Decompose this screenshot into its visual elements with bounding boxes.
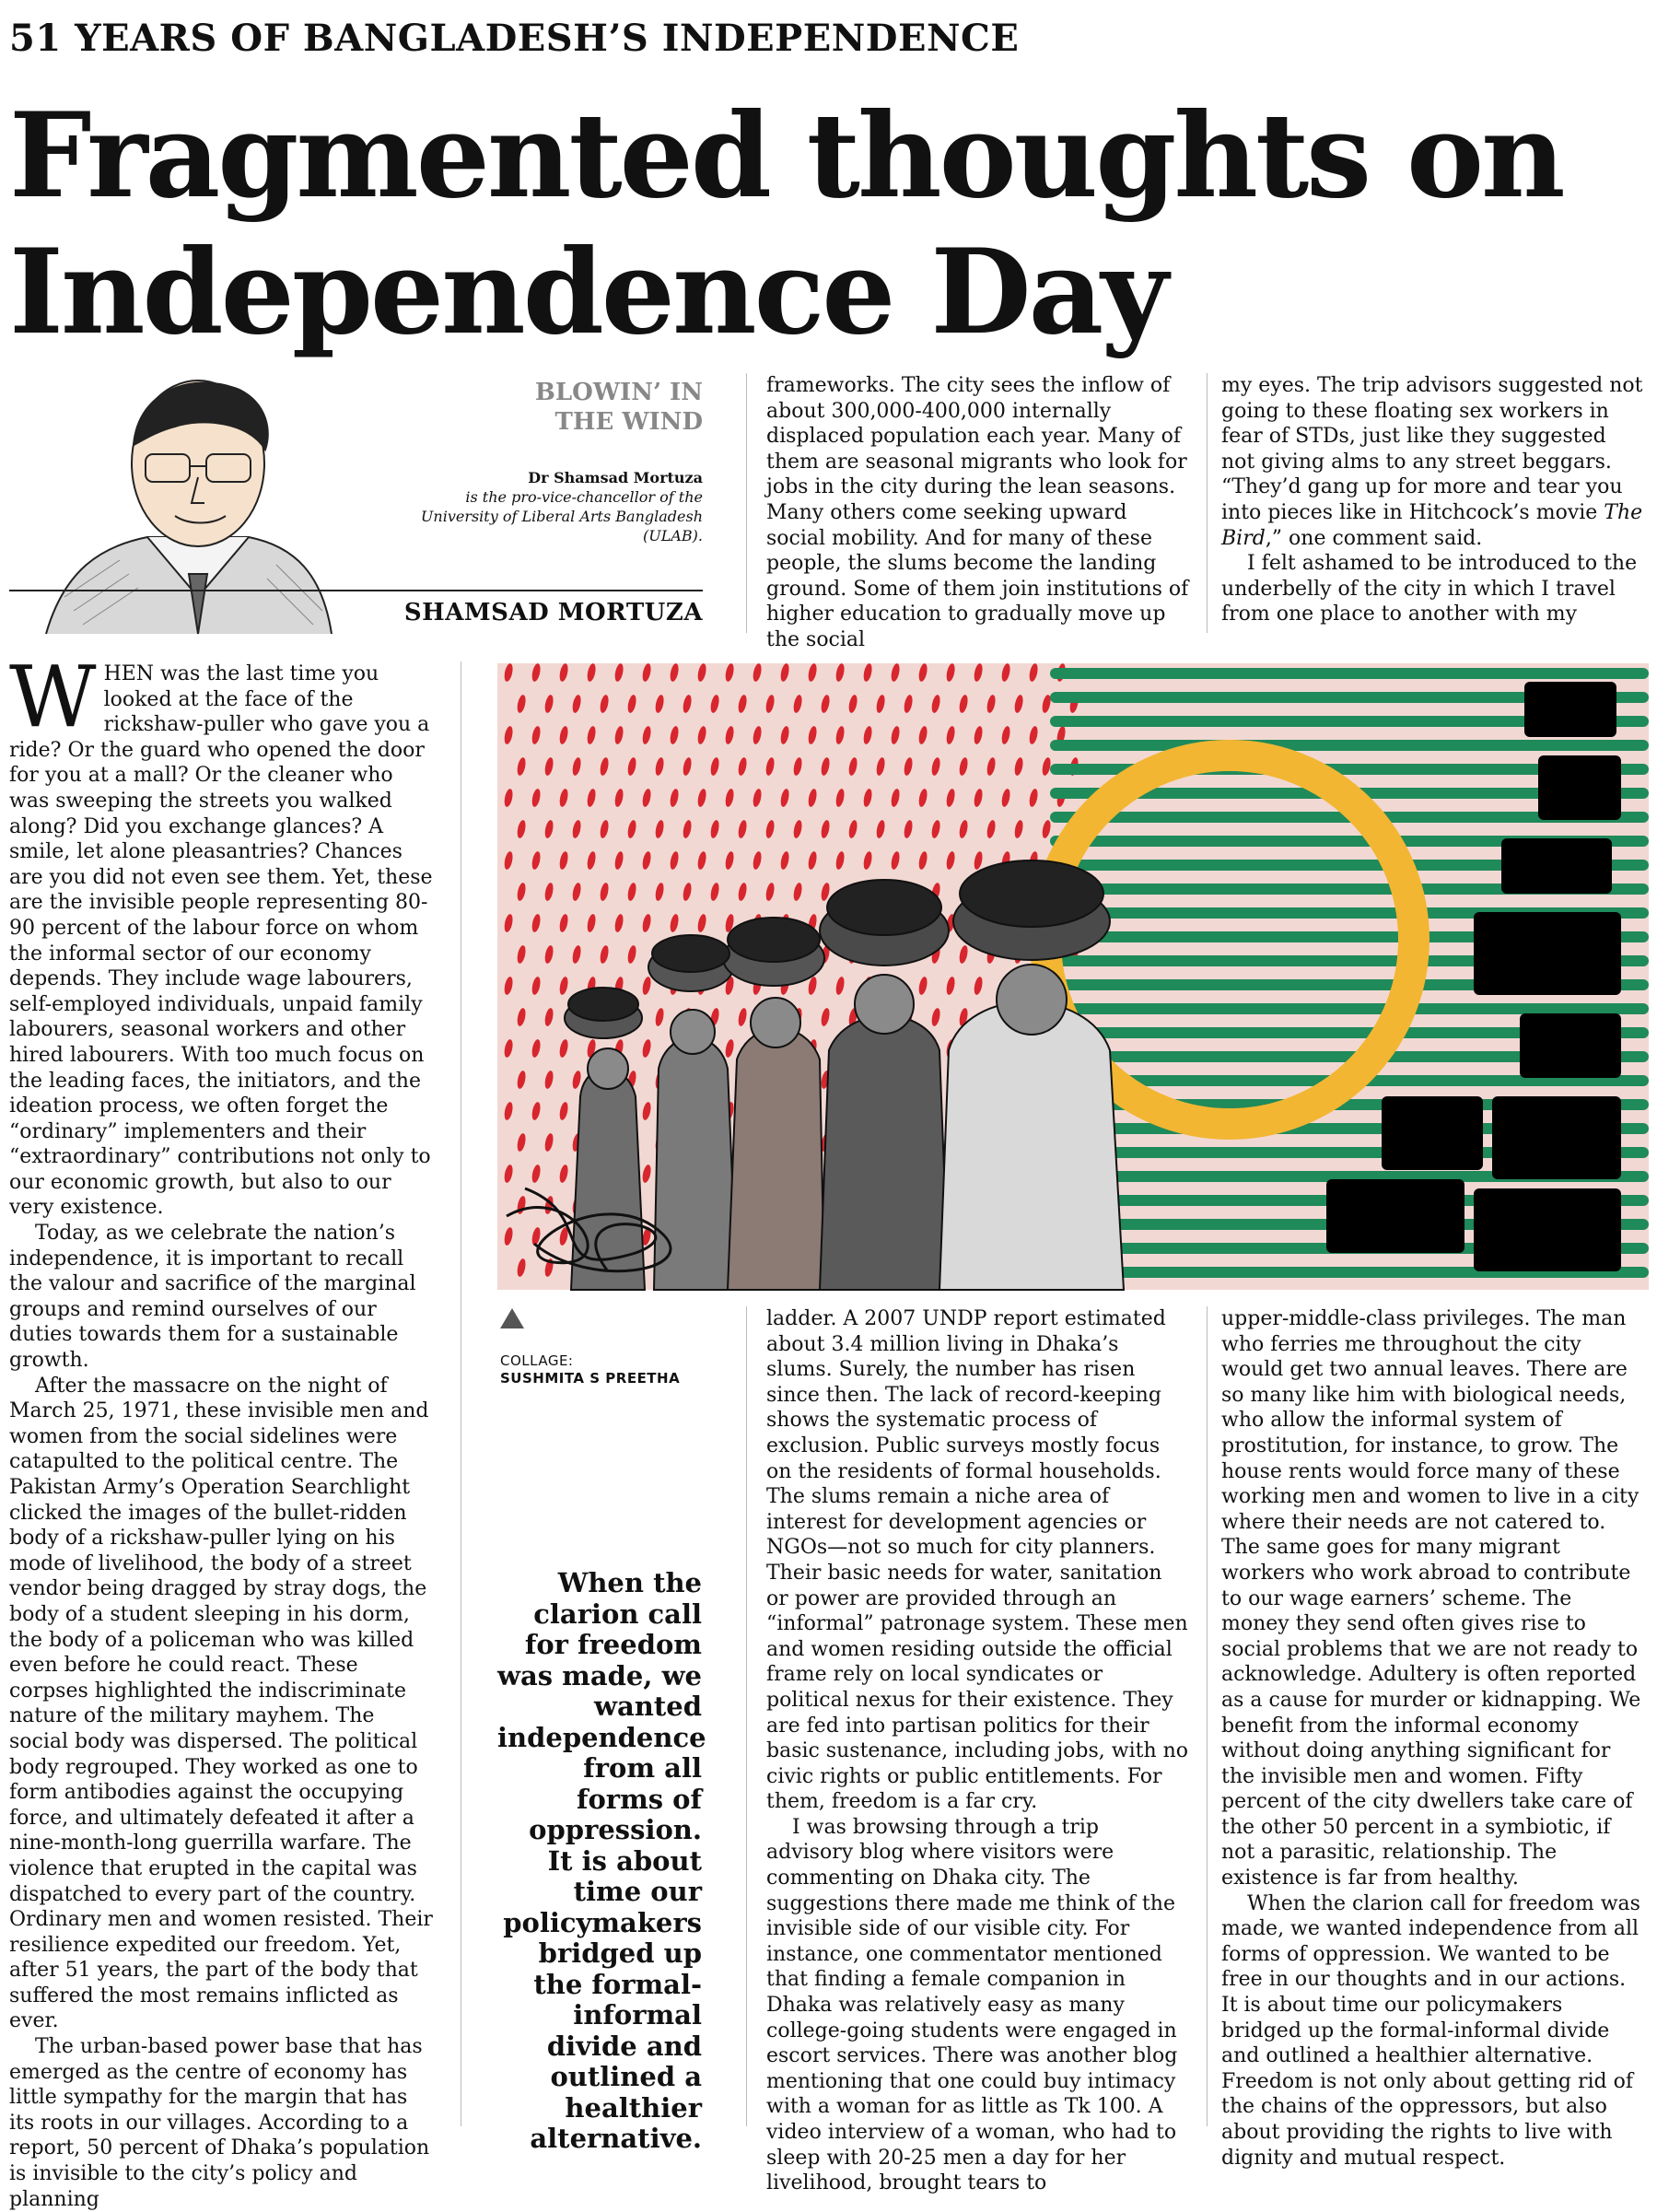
column-divider: [1207, 1306, 1208, 2126]
black-block: [1382, 1096, 1483, 1170]
collage-credit: [500, 1352, 680, 1387]
paragraph: upper-middle-class privileges. The man who ferries me throughout the city would get two annual leaves. There are so many like him with biological needs, who allow the informal system of prostitution, for instance, to grow. The house rents would force many of these working men and women to live in a city where their needs are not catered to. The same goes for many migrant workers who work abroad to contribute to our wage earners’ scheme. The money they send often gives rise to social problems that we are not ready to acknowledge. Adultery is often reported as a cause for murder or kidnapping. We benefit from the informal economy without doing anything significant for the invisible men and women. Fifty percent of the city dwellers take care of the other 50 percent in a symbiotic, if not a parasitic, relationship. The existence is far from healthy.: [1221, 1307, 1641, 1890]
green-stripe: [1050, 740, 1649, 751]
column-divider: [1207, 373, 1208, 633]
author-bio: [390, 468, 703, 545]
black-block: [1474, 1188, 1621, 1271]
text-run: my eyes. The trip advisors suggested not going to these floating sex workers in fear of STDs, just like they suggested not giving alms to any street beggars. “They’d gang up for more and tear you into pieces like in Hitchcock’s movie: [1221, 374, 1643, 524]
byline: SHAMSAD MORTUZA: [403, 599, 703, 626]
black-block: [1492, 1096, 1621, 1179]
column-divider: [746, 373, 747, 633]
paragraph: ladder. A 2007 UNDP report estimated about 3.4 million living in Dhaka’s slums. Surely, the number has risen since then. The lack of record-keeping shows the systematic process of exclusion. Public surveys mostly focus on the residents of formal households. The slums remain a niche area of interest for development agencies or NGOs—not so much for city planners. Their basic needs for water, sanitation or power are provided through an “informal” patronage system. These men and women residing outside the official frame rely on local syndicates or political nexus for their existence. They are fed into partisan politics for their basic sustenance, including jobs, with no civic rights or public entitlements. For them, freedom is a far cry.: [766, 1307, 1189, 1814]
green-stripe: [1050, 1003, 1649, 1014]
author-bio-name: Dr Shamsad Mortuza: [528, 469, 703, 486]
article-column-3: [1221, 1306, 1645, 2170]
paragraph: frameworks. The city sees the inflow of about 300,000-400,000 internally displaced population each year. Many of them are seasonal migrants who look for jobs in the city during the lean seasons. Many others come seeking upward social mobility. And for many of these people, the slums become the landing ground. Some of them join institutions of higher education to gradually move up the social: [766, 374, 1189, 651]
column-divider: [746, 1306, 747, 2126]
paragraph: The urban-based power base that has emerged as the centre of economy has little sympathy for the margin that has its roots in our villages. According to a report, 50 percent of Dhaka’s population is invisible to the city’s policy and planning: [9, 2035, 430, 2211]
byline-rule: [9, 590, 703, 591]
paragraph: I felt ashamed to be introduced to the underbelly of the city in which I travel from one place to another with my: [1221, 552, 1638, 626]
text-run: ,” one comment said.: [1265, 526, 1483, 550]
column-name-line1: BLOWIN’ IN: [534, 379, 703, 406]
article-column-2: [766, 1306, 1190, 2195]
collage-illustration: [497, 663, 1649, 1290]
collage-credit-name: SUSHMITA S PREETHA: [500, 1370, 681, 1387]
paragraph: When the clarion call for freedom was made, we wanted independence from all forms of oppression. We wanted to be free in our thoughts and in our actions. It is about time our policymakers bridged up the formal-informal divide and outlined a healthier alternative. Freedom is not only about getting rid of the chains of the oppressors, but also about providing the rights to live with dignity and mutual respect.: [1221, 1891, 1640, 2170]
black-block: [1524, 682, 1616, 737]
paragraph: [9, 648, 435, 1221]
paragraph: [1221, 373, 1645, 551]
black-block: [1538, 755, 1621, 820]
headline: Fragmented thoughts on Independence Day: [9, 88, 1563, 360]
black-block: [1326, 1179, 1464, 1253]
author-bio-description: is the pro-vice-chancellor of the University of Liberal Arts Bangladesh (ULAB).: [420, 488, 703, 544]
pull-quote: When the clarion call for freedom was made, we wanted independence from all forms of oppression. It is about time our policymakers bridged up the formal-informal divide and outlined a healthier alternative.: [497, 1567, 706, 2154]
article-column-2-top: [766, 373, 1190, 651]
black-block: [1474, 912, 1621, 995]
caption-triangle-icon: [500, 1308, 524, 1328]
black-block: [1501, 838, 1612, 894]
drop-cap: W: [9, 648, 97, 746]
film-title: The Bird: [1221, 500, 1643, 550]
black-block: [1520, 1013, 1621, 1078]
paragraph: Today, as we celebrate the nation’s independence, it is important to recall the valour and sacrifice of the marginal groups and remind ourselves of our duties towards them for a sustainable growth.: [9, 1222, 416, 1373]
article-column-3-top: [1221, 373, 1645, 633]
column-name-line2: THE WIND: [554, 408, 703, 436]
green-stripe: [1050, 668, 1649, 679]
collage-credit-label: COLLAGE:: [500, 1352, 574, 1369]
paragraph: After the massacre on the night of March 25, 1971, these invisible men and women from the social sidelines were catapulted to the political centre. The Pakistan Army’s Operation Searchlight clicked the images of the bullet-ridden body of a rickshaw-puller lying on his mode of livelihood, the body of a street vendor being dragged by stray dogs, the body of a student sleeping in his dorm, the body of a policeman who was killed even before he could react. These corpses highlighted the indiscriminate nature of the military mayhem. The social body was dispersed. The political body regrouped. They worked as one to form antibodies against the occupying force, and ultimately defeated it after a nine-month-long guerrilla warfare. The violence that erupted in the capital was dispatched to every part of the country. Ordinary men and women resisted. Their resilience expedited our freedom. Yet, after 51 years, the part of the body that suffered the most remains inflicted as ever.: [9, 1374, 433, 2033]
text-run: HEN was the last time you looked at the face of the rickshaw-puller who gave you a ride? Or the guard who opened the door for you at a mall? Or the cleaner who was sweeping the streets you walked along? Did you exchange glances? A smile, let alone pleasantries? Chances are you did not even see them. Yet, these are the invisible people representing 80-90 percent of the labour force on whom the informal sector of our economy depends. They include wage labourers, self-employed individuals, unpaid family labourers, seasonal workers and other hired labourers. With too much focus on the leading faces, the initiators, and the ideation process, we often forget the “ordinary” implementers and their “extraordinary” contributions not only to our economic growth, but also to our very existence.: [9, 662, 433, 1220]
paragraph: I was browsing through a trip advisory blog where visitors were commenting on Dhaka city. The suggestions there made me think of the invisible side of our visible city. For instance, one commentator mentioned that finding a female companion in Dhaka was relatively easy as many college-going students were engaged in escort services. There was another blog mentioning that one could buy intimacy with a woman for as little as Tk 100. A video interview of a woman, who had to sleep with 20-25 men a day for her livelihood, brought tears to: [766, 1815, 1178, 2195]
kicker: 51 YEARS OF BANGLADESH’S INDEPENDENCE: [9, 17, 1020, 60]
column-name: [463, 378, 703, 437]
article-column-1: [9, 648, 435, 2211]
